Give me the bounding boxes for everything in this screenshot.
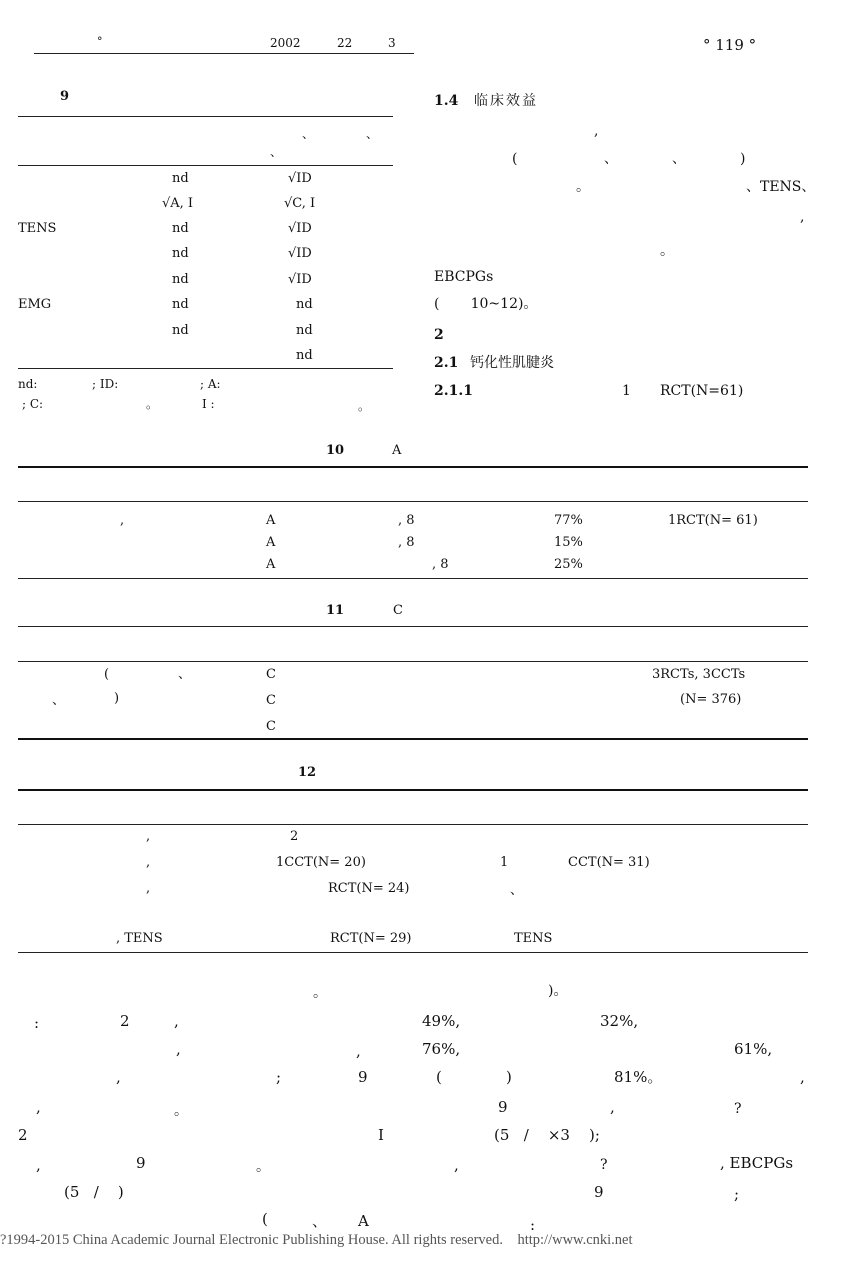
body-text: , xyxy=(116,1068,121,1086)
table9-note: 。 xyxy=(358,399,371,413)
table11-grade: C xyxy=(393,603,403,618)
body-text: 9 xyxy=(358,1068,368,1086)
text-mark: , xyxy=(594,123,599,139)
table9-note: ; A: xyxy=(200,377,221,391)
table9-head-mark: 、 xyxy=(270,145,283,159)
table12-cell: TENS xyxy=(514,931,553,946)
body-text: ? xyxy=(600,1157,608,1173)
table9-note: 。 xyxy=(146,397,159,411)
table9-top-rule xyxy=(18,116,393,117)
table11-label: 11 xyxy=(326,603,345,618)
text-mark: ( xyxy=(512,151,518,167)
table10-cell: , xyxy=(120,513,125,528)
body-text: 2 xyxy=(120,1012,130,1030)
table9-cell: nd xyxy=(296,297,313,312)
table10-head-rule xyxy=(18,501,808,502)
table10-top-rule xyxy=(18,466,808,468)
body-text: ( xyxy=(436,1068,442,1086)
table9-row-name: EMG xyxy=(18,297,52,312)
body-text: 9 xyxy=(594,1183,604,1201)
body-text: , xyxy=(174,1012,179,1030)
table11-bottom-rule xyxy=(18,738,808,740)
table11-cell: 3RCTs, 3CCTs xyxy=(652,667,746,682)
section-2-1-number: 2.1 xyxy=(434,355,459,371)
table10-cell: , 8 xyxy=(432,557,449,572)
ref-text: ( 10~12)。 xyxy=(434,296,538,312)
table9-head-mark: 、 xyxy=(366,127,379,141)
table12-top-rule xyxy=(18,789,808,791)
table9-cell: nd xyxy=(172,171,189,186)
body-text: , xyxy=(36,1156,41,1174)
table9-cell: √ID xyxy=(288,272,312,287)
body-text: ; xyxy=(276,1068,282,1086)
table9-note: nd: xyxy=(18,377,38,391)
body-text: , EBCPGs xyxy=(720,1154,794,1172)
table10-cell: A xyxy=(266,557,276,572)
table9-cell: √ID xyxy=(288,221,312,236)
table12-cell: RCT(N= 29) xyxy=(330,931,412,946)
table10-cell: , 8 xyxy=(398,513,415,528)
body-text: : xyxy=(530,1216,536,1234)
table11-cell: ( xyxy=(104,667,110,682)
table11-cell: C xyxy=(266,693,276,708)
table11-cell: C xyxy=(266,719,276,734)
table12-cell: 1CCT(N= 20) xyxy=(276,855,366,870)
section-2-1-1-rct: RCT(N=61) xyxy=(660,383,744,399)
table10-cell: 25% xyxy=(554,557,583,572)
table9-cell: √ID xyxy=(288,171,312,186)
table9-cell: nd xyxy=(172,246,189,261)
table9-cell: nd xyxy=(172,272,189,287)
body-text: 9 xyxy=(136,1154,146,1172)
table9-note: Ⅰ : xyxy=(202,397,215,411)
table11-cell: (N= 376) xyxy=(680,692,742,707)
table9-cell: nd xyxy=(296,323,313,338)
table10-cell: 77% xyxy=(554,513,583,528)
body-text: 。 xyxy=(256,1159,270,1175)
body-text: , xyxy=(36,1098,41,1116)
copyright-footer: ?1994-2015 China Academic Journal Electronic Publishing House. All rights reserved. http://www.cnki.net xyxy=(0,1232,633,1248)
header-volume: 22 xyxy=(337,36,353,50)
text-mark: ) xyxy=(740,151,746,167)
table12-cell: , TENS xyxy=(116,931,163,946)
body-text: 9 xyxy=(498,1098,508,1116)
table11-top-rule xyxy=(18,626,808,627)
table11-cell: ) xyxy=(114,691,120,706)
section-2-1-1-count: 1 xyxy=(622,383,631,399)
header-year: 2002 xyxy=(270,36,301,50)
table11-head-rule xyxy=(18,661,808,662)
header-rule xyxy=(34,53,414,54)
body-text: : xyxy=(34,1014,40,1032)
table9-note: ; C: xyxy=(22,397,44,411)
table12-cell: , xyxy=(146,855,151,870)
table10-bottom-rule xyxy=(18,578,808,579)
body-text: 32%, xyxy=(600,1012,639,1030)
table10-grade: A xyxy=(392,443,402,458)
table9-head-rule xyxy=(18,165,393,166)
table9-cell: nd xyxy=(172,297,189,312)
table9-bottom-rule xyxy=(18,368,393,369)
table12-head-rule xyxy=(18,824,808,825)
table10-cell: 15% xyxy=(554,535,583,550)
section-1-4-title: 临床效益 xyxy=(474,93,538,109)
body-text: )。 xyxy=(548,983,568,999)
section-1-4-number: 1.4 xyxy=(434,93,459,109)
body-text: (5 / ) xyxy=(64,1183,124,1201)
header-mark: ° xyxy=(97,35,103,48)
body-text: 61%, xyxy=(734,1040,773,1058)
section-2-1-title: 钙化性肌腱炎 xyxy=(470,355,554,371)
body-text: 2 xyxy=(18,1126,28,1144)
text-mark: 。 xyxy=(576,179,590,195)
table10-cell: A xyxy=(266,513,276,528)
header-issue: 3 xyxy=(388,36,396,50)
body-text: ) xyxy=(506,1068,512,1086)
table9-row-name: TENS xyxy=(18,221,57,236)
body-text: ? xyxy=(734,1101,742,1117)
text-mark: 、 xyxy=(604,151,618,167)
table12-cell: 1 xyxy=(500,855,509,870)
text-mark: 、 xyxy=(672,151,686,167)
body-text: , xyxy=(356,1042,361,1060)
body-text: (5 / ×3 ); xyxy=(494,1126,600,1144)
table12-cell: RCT(N= 24) xyxy=(328,881,410,896)
body-text: , xyxy=(800,1068,805,1086)
page-number: ° 119 ° xyxy=(703,36,757,54)
body-text: ( xyxy=(262,1210,268,1228)
table11-cell: 、 xyxy=(178,667,192,682)
table12-cell: 2 xyxy=(290,829,299,844)
table12-cell: 、 xyxy=(510,883,524,898)
table9-cell: √C, I xyxy=(284,196,316,211)
table12-cell: CCT(N= 31) xyxy=(568,855,650,870)
table10-cell: 1RCT(N= 61) xyxy=(668,513,758,528)
ebcpgs-text: EBCPGs xyxy=(434,269,494,285)
body-text: , xyxy=(610,1098,615,1116)
body-text: ; xyxy=(734,1185,740,1203)
body-text: , xyxy=(176,1040,181,1058)
section-2-number: 2 xyxy=(434,327,444,343)
table9-note: ; ID: xyxy=(92,377,119,391)
table9-cell: √A, I xyxy=(162,196,194,211)
table11-cell: 、 xyxy=(52,693,66,708)
table12-bottom-rule xyxy=(18,952,808,953)
table10-cell: , 8 xyxy=(398,535,415,550)
body-text: 、 xyxy=(312,1212,328,1230)
table12-label: 12 xyxy=(298,765,317,780)
body-text: 。 xyxy=(313,985,327,1001)
table11-cell: C xyxy=(266,667,276,682)
table9-cell: √ID xyxy=(288,246,312,261)
body-text: 49%, xyxy=(422,1012,461,1030)
table12-cell: , xyxy=(146,881,151,896)
body-text: 。 xyxy=(174,1103,188,1119)
body-text: 81%。 xyxy=(614,1068,663,1086)
text-mark: 。 xyxy=(660,243,674,259)
table9-head-mark: 、 xyxy=(302,127,315,141)
text-mark: , xyxy=(800,209,805,225)
body-text: 76%, xyxy=(422,1040,461,1058)
section-2-1-1-number: 2.1.1 xyxy=(434,383,473,399)
table12-cell: , xyxy=(146,829,151,844)
text-mark: 、TENS、 xyxy=(746,179,816,195)
body-text: , xyxy=(454,1156,459,1174)
table9-label: 9 xyxy=(60,89,70,104)
body-text: A xyxy=(358,1212,369,1230)
body-text: Ⅰ xyxy=(378,1126,384,1144)
table10-label: 10 xyxy=(326,443,345,458)
table9-cell: nd xyxy=(172,221,189,236)
table9-cell: nd xyxy=(296,348,313,363)
table10-cell: A xyxy=(266,535,276,550)
table9-cell: nd xyxy=(172,323,189,338)
